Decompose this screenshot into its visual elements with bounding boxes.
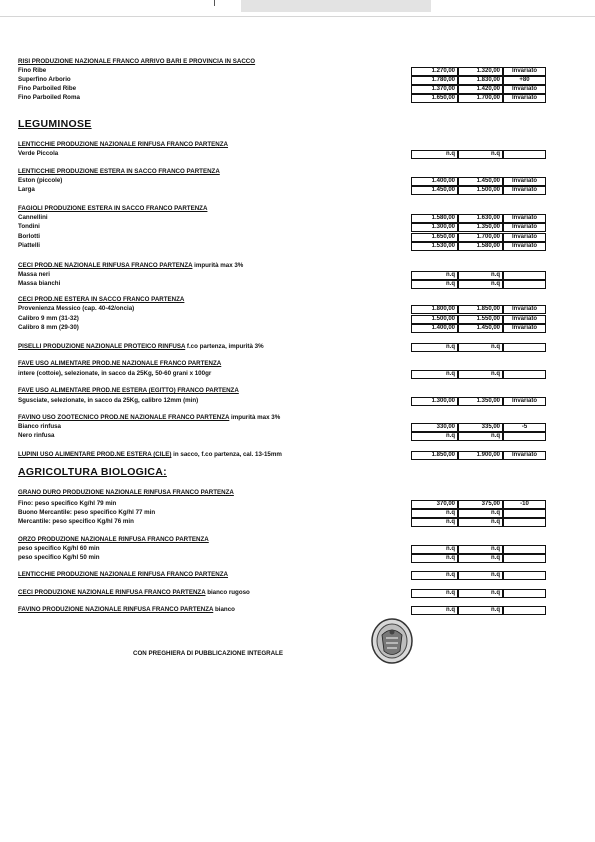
price-max-cell: 1.320,00 xyxy=(458,67,503,76)
price-min-cell: n.q xyxy=(411,606,458,615)
price-min-cell: n.q xyxy=(411,518,458,527)
section-header xyxy=(18,450,282,460)
price-min-cell: 330,00 xyxy=(411,423,458,432)
variation-cell: Invariato xyxy=(503,177,546,186)
row-label: peso specifico Kg/hl 50 min xyxy=(18,554,100,561)
section-header xyxy=(18,588,250,598)
section-header-text: CECI PROD.NE NAZIONALE RINFUSA FRANCO PARTENZA xyxy=(18,262,193,269)
row-label: Buono Mercantile: peso specifico Kg/hl 77 min xyxy=(18,509,156,516)
row-label: Nero rinfusa xyxy=(18,432,55,439)
variation-cell: Invariato xyxy=(503,186,546,195)
horizontal-scrollbar[interactable] xyxy=(241,0,431,12)
price-max-cell: 1.500,00 xyxy=(458,186,503,195)
price-max-cell: 1.850,00 xyxy=(458,305,503,314)
section-header-text: FAVE USO ALIMENTARE PROD.NE NAZIONALE FRANCO PARTENZA xyxy=(18,360,222,367)
price-max-cell: 1.630,00 xyxy=(458,214,503,223)
variation-cell xyxy=(503,271,546,280)
price-max-cell: 1.900,00 xyxy=(458,451,503,460)
variation-cell: Invariato xyxy=(503,233,546,242)
variation-cell: Invariato xyxy=(503,67,546,76)
section-header xyxy=(18,57,255,67)
variation-cell xyxy=(503,589,546,598)
variation-cell xyxy=(503,432,546,441)
price-max-cell: n.q xyxy=(458,509,503,518)
row-label: Fino: peso specifico Kg/hl 79 min xyxy=(18,500,117,507)
row-label: Sgusciate, selezionate, in sacco da 25Kg, calibro 12mm (min) xyxy=(18,397,199,404)
price-max-cell: 1.550,00 xyxy=(458,315,503,324)
section-header-note: impurità max 3% xyxy=(192,262,244,269)
price-max-cell: 375,00 xyxy=(458,500,503,509)
price-max-cell: n.q xyxy=(458,280,503,289)
row-label: Piattelli xyxy=(18,242,41,249)
variation-cell xyxy=(503,280,546,289)
row-label: Tondini xyxy=(18,223,40,230)
chamber-seal-icon xyxy=(371,618,413,664)
price-min-cell: 1.850,00 xyxy=(411,451,458,460)
section-header-text: FAGIOLI PRODUZIONE ESTERA IN SACCO FRANCO PARTENZA xyxy=(18,205,208,212)
variation-cell: Invariato xyxy=(503,214,546,223)
variation-cell: Invariato xyxy=(503,397,546,406)
price-max-cell: n.q xyxy=(458,370,503,379)
price-max-cell: n.q xyxy=(458,432,503,441)
price-min-cell: 1.650,00 xyxy=(411,94,458,103)
variation-cell xyxy=(503,150,546,159)
price-max-cell: 1.350,00 xyxy=(458,223,503,232)
section-header-text: LENTICCHIE PRODUZIONE NAZIONALE RINFUSA FRANCO PARTENZA xyxy=(18,141,229,148)
row-label: Mercantile: peso specifico Kg/hl 76 min xyxy=(18,518,134,525)
variation-cell: -5 xyxy=(503,423,546,432)
price-max-cell: 1.420,00 xyxy=(458,85,503,94)
price-max-cell: n.q xyxy=(458,343,503,352)
row-label: Fino Ribe xyxy=(18,67,47,74)
section-header xyxy=(18,261,243,271)
price-min-cell: 1.400,00 xyxy=(411,177,458,186)
price-max-cell: 1.450,00 xyxy=(458,324,503,333)
row-label: Calibro 8 mm (29-30) xyxy=(18,324,79,331)
price-min-cell: n.q xyxy=(411,589,458,598)
price-max-cell: n.q xyxy=(458,150,503,159)
price-min-cell: n.q xyxy=(411,280,458,289)
price-min-cell: n.q xyxy=(411,545,458,554)
section-header-text: FAVINO PRODUZIONE NAZIONALE RINFUSA FRANCO PARTENZA xyxy=(18,606,214,613)
section-title: LEGUMINOSE xyxy=(18,118,92,130)
price-max-cell: 1.700,00 xyxy=(458,94,503,103)
price-min-cell: n.q xyxy=(411,343,458,352)
price-min-cell: 1.800,00 xyxy=(411,305,458,314)
price-max-cell: n.q xyxy=(458,606,503,615)
section-header-text: PISELLI PRODUZIONE NAZIONALE PROTEICO RINFUSA xyxy=(18,343,186,350)
variation-cell xyxy=(503,370,546,379)
price-min-cell: n.q xyxy=(411,271,458,280)
price-min-cell: 1.530,00 xyxy=(411,242,458,251)
price-max-cell: 1.350,00 xyxy=(458,397,503,406)
variation-cell xyxy=(503,518,546,527)
variation-cell xyxy=(503,343,546,352)
section-header-text: ORZO PRODUZIONE NAZIONALE RINFUSA FRANCO PARTENZA xyxy=(18,536,209,543)
row-label: Cannellini xyxy=(18,214,48,221)
price-min-cell: n.q xyxy=(411,150,458,159)
row-label: peso specifico Kg/hl 60 min xyxy=(18,545,100,552)
price-min-cell: 1.780,00 xyxy=(411,76,458,85)
section-header-text: CECI PROD.NE ESTERA IN SACCO FRANCO PARTENZA xyxy=(18,296,185,303)
price-max-cell: 1.830,00 xyxy=(458,76,503,85)
price-min-cell: 1.500,00 xyxy=(411,315,458,324)
variation-cell: Invariato xyxy=(503,242,546,251)
section-header-note: in sacco, f.co partenza, cal. 13-15mm xyxy=(171,451,282,458)
price-max-cell: n.q xyxy=(458,518,503,527)
price-min-cell: 1.370,00 xyxy=(411,85,458,94)
price-max-cell: n.q xyxy=(458,554,503,563)
variation-cell: Invariato xyxy=(503,85,546,94)
price-min-cell: 370,00 xyxy=(411,500,458,509)
price-min-cell: n.q xyxy=(411,571,458,580)
row-label: Eston (piccole) xyxy=(18,177,63,184)
section-header-text: LENTICCHIE PRODUZIONE ESTERA IN SACCO FRANCO PARTENZA xyxy=(18,168,220,175)
price-min-cell: n.q xyxy=(411,432,458,441)
price-max-cell: 1.580,00 xyxy=(458,242,503,251)
section-header-text: FAVE USO ALIMENTARE PROD.NE ESTERA (EGITTO) FRANCO PARTENZA xyxy=(18,387,239,394)
price-max-cell: n.q xyxy=(458,545,503,554)
price-max-cell: n.q xyxy=(458,271,503,280)
row-label: Fino Parboiled Ribe xyxy=(18,85,77,92)
variation-cell: Invariato xyxy=(503,315,546,324)
row-label: Verde Piccola xyxy=(18,150,59,157)
viewer-toolbar xyxy=(0,0,595,17)
variation-cell xyxy=(503,571,546,580)
section-header xyxy=(18,359,221,369)
price-min-cell: 1.580,00 xyxy=(411,214,458,223)
row-label: Calibro 9 mm (31-32) xyxy=(18,315,79,322)
variation-cell xyxy=(503,554,546,563)
row-label: Superfino Arborio xyxy=(18,76,71,83)
section-header-text: RISI PRODUZIONE NAZIONALE FRANCO ARRIVO BARI E PROVINCIA IN SACCO xyxy=(18,58,256,65)
variation-cell xyxy=(503,545,546,554)
footer-note: CON PREGHIERA DI PUBBLICAZIONE INTEGRALE xyxy=(133,650,283,657)
toolbar-divider xyxy=(214,0,215,6)
variation-cell: Invariato xyxy=(503,324,546,333)
price-max-cell: n.q xyxy=(458,571,503,580)
section-header xyxy=(18,570,228,580)
variation-cell xyxy=(503,509,546,518)
price-min-cell: 1.300,00 xyxy=(411,223,458,232)
row-label: Massa bianchi xyxy=(18,280,61,287)
section-header-text: CECI PRODUZIONE NAZIONALE RINFUSA FRANCO PARTENZA xyxy=(18,589,206,596)
section-header xyxy=(18,605,235,615)
variation-cell xyxy=(503,606,546,615)
row-label: Provenienza Messico (cap. 40-42/oncia) xyxy=(18,305,135,312)
variation-cell: Invariato xyxy=(503,451,546,460)
section-header-note: f.co partenza, impurità 3% xyxy=(185,343,264,350)
row-label: Massa neri xyxy=(18,271,50,278)
section-header xyxy=(18,386,239,396)
row-label: Larga xyxy=(18,186,35,193)
price-min-cell: 1.270,00 xyxy=(411,67,458,76)
row-label: Fino Parboiled Roma xyxy=(18,94,80,101)
section-header xyxy=(18,488,234,498)
row-label: Borlotti xyxy=(18,233,40,240)
price-min-cell: n.q xyxy=(411,509,458,518)
section-header xyxy=(18,342,264,352)
price-max-cell: n.q xyxy=(458,589,503,598)
price-min-cell: 1.400,00 xyxy=(411,324,458,333)
row-label: intere (cottoie), selezionate, in sacco da 25Kg, 50-60 grani x 100gr xyxy=(18,370,212,377)
variation-cell: +80 xyxy=(503,76,546,85)
price-max-cell: 335,00 xyxy=(458,423,503,432)
price-min-cell: 1.450,00 xyxy=(411,186,458,195)
variation-cell: Invariato xyxy=(503,223,546,232)
price-min-cell: n.q xyxy=(411,370,458,379)
price-min-cell: n.q xyxy=(411,554,458,563)
section-header-note: bianco rugoso xyxy=(205,589,250,596)
section-header-text: LENTICCHIE PRODUZIONE NAZIONALE RINFUSA FRANCO PARTENZA xyxy=(18,571,229,578)
price-min-cell: 1.300,00 xyxy=(411,397,458,406)
section-header-note: impurità max 3% xyxy=(229,414,281,421)
section-header-text: GRANO DURO PRODUZIONE NAZIONALE RINFUSA FRANCO PARTENZA xyxy=(18,489,234,496)
price-max-cell: 1.450,00 xyxy=(458,177,503,186)
price-max-cell: 1.700,00 xyxy=(458,233,503,242)
section-header-text: LUPINI USO ALIMENTARE PROD.NE ESTERA (CILE) xyxy=(18,451,172,458)
variation-cell: Invariato xyxy=(503,94,546,103)
section-header-text: FAVINO USO ZOOTECNICO PROD.NE NAZIONALE FRANCO PARTENZA xyxy=(18,414,230,421)
variation-cell: -10 xyxy=(503,500,546,509)
row-label: Bianco rinfusa xyxy=(18,423,61,430)
price-min-cell: 1.650,00 xyxy=(411,233,458,242)
section-header-note: bianco xyxy=(213,606,235,613)
variation-cell: Invariato xyxy=(503,305,546,314)
section-title: AGRICOLTURA BIOLOGICA: xyxy=(18,466,167,478)
